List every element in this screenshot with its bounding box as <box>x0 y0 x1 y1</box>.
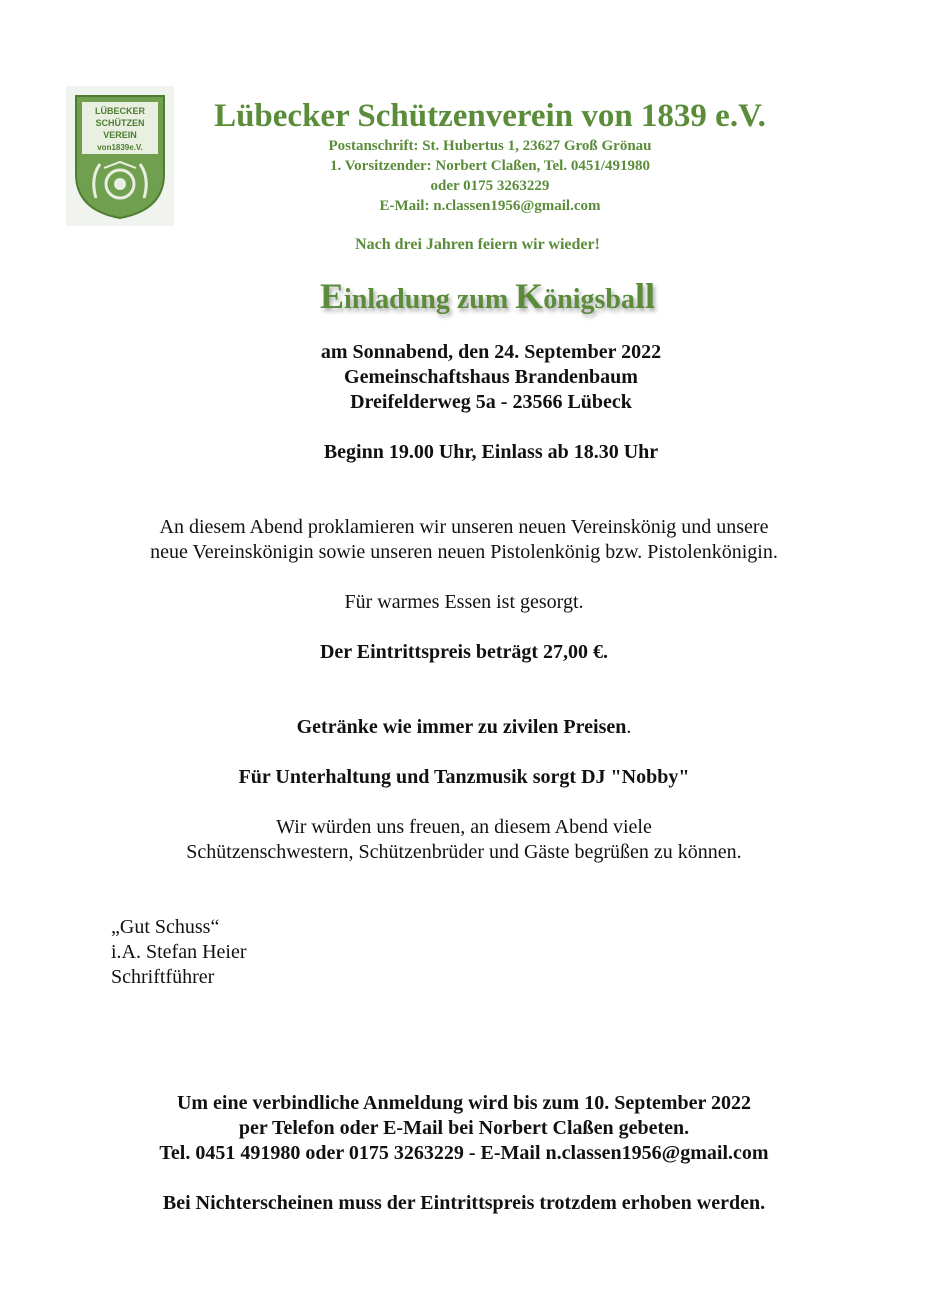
mobile-number: oder 0175 3263229 <box>430 178 550 194</box>
proclamation-line-1: An diesem Abend proklamieren wir unseren neuen Vereinskönig und unsere <box>159 516 769 538</box>
crest-line-2: SCHÜTZEN <box>95 118 145 128</box>
letterhead <box>170 96 810 216</box>
welcome-text <box>0 815 925 865</box>
title-initial-k: K <box>515 276 544 316</box>
drinks-text: Getränke wie immer zu zivilen Preisen <box>296 716 627 738</box>
no-show-note: Bei Nichterscheinen muss der Eintrittspreis trotzdem erhoben werden. <box>162 1192 766 1214</box>
entry-price: Der Eintrittspreis beträgt 27,00 €. <box>319 641 609 663</box>
welcome-line-2: Schützenschwestern, Schützenbrüder und Gäste begrüßen zu können. <box>186 841 742 863</box>
header-email: E-Mail: n.classen1956@gmail.com <box>379 198 601 214</box>
title-word-einladung: inladung <box>343 284 450 315</box>
proclamation-text <box>0 515 925 565</box>
registration-line-2: per Telefon oder E-Mail bei Norbert Claßen gebeten. <box>238 1117 690 1139</box>
club-crest-logo <box>66 86 174 226</box>
drinks-note <box>0 715 925 740</box>
crest-line-4: von1839e.V. <box>97 143 143 152</box>
drinks-period: . <box>626 716 632 738</box>
title-end-ll: ll <box>635 276 656 316</box>
event-date: am Sonnabend, den 24. September 2022 <box>320 341 662 363</box>
registration-line-1: Um eine verbindliche Anmeldung wird bis zum 10. September 2022 <box>176 1092 752 1114</box>
signature-greeting: „Gut Schuss“ <box>111 916 220 938</box>
tagline: Nach drei Jahren feiern wir wieder! <box>355 236 600 253</box>
food-note: Für warmes Essen ist gesorgt. <box>344 591 584 613</box>
proclamation-line-2: neue Vereinskönigin sowie unseren neuen Pistolenkönig bzw. Pistolenkönigin. <box>150 541 778 563</box>
event-begin-time: Beginn 19.00 Uhr, Einlass ab 18.30 Uhr <box>323 441 659 463</box>
invitation-title <box>0 276 925 320</box>
club-name: Lübecker Schützenverein von 1839 e.V. <box>214 98 766 134</box>
chair-contact: 1. Vorsitzender: Norbert Claßen, Tel. 0451/491980 <box>330 158 650 174</box>
event-venue: Gemeinschaftshaus Brandenbaum <box>344 366 638 388</box>
postal-address: Postanschrift: St. Hubertus 1, 23627 Groß Grönau <box>328 138 652 154</box>
title-initial-e: E <box>319 276 344 316</box>
title-word-zum: zum <box>449 284 516 315</box>
crest-emblem-icon <box>66 86 174 226</box>
title-word-koenigsball: önigsba <box>543 284 636 315</box>
event-details <box>0 340 925 415</box>
welcome-line-1: Wir würden uns freuen, an diesem Abend viele <box>276 816 652 838</box>
event-address: Dreifelderweg 5a - 23566 Lübeck <box>350 391 632 413</box>
signature-block <box>111 915 247 990</box>
registration-line-3: Tel. 0451 491980 oder 0175 3263229 - E-Mail n.classen1956@gmail.com <box>159 1142 769 1164</box>
signature-role: Schriftführer <box>111 966 215 988</box>
crest-line-3: VEREIN <box>103 130 137 140</box>
music-note: Für Unterhaltung und Tanzmusik sorgt DJ "Nobby" <box>238 766 690 788</box>
registration-note <box>0 1091 925 1166</box>
signature-name: i.A. Stefan Heier <box>111 941 247 963</box>
crest-line-1: LÜBECKER <box>94 106 146 116</box>
